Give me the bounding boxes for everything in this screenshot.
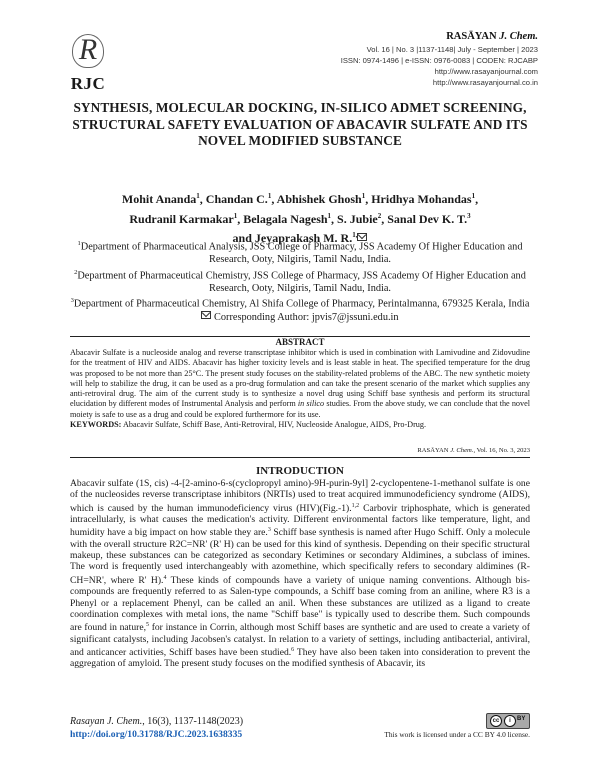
- affiliations: [60, 238, 540, 325]
- author-name: and Jeyaprakash M. R.: [232, 231, 353, 245]
- author-affiliation-mark: 1: [196, 192, 200, 200]
- affiliation-text: Department of Pharmaceutical Chemistry, Al Shifa College of Pharmacy, Perintalmanna, 679325 Kerala, India: [73, 298, 530, 310]
- abstract-bottom-rule: [70, 457, 530, 458]
- author-affiliation-mark: 1,: [352, 231, 358, 239]
- corresponding-email[interactable]: Corresponding Author: jpvis7@jssuni.edu.in: [214, 312, 399, 324]
- author-name: Belagala Nagesh: [243, 211, 328, 226]
- license-text: This work is licensed under a CC BY 4.0 license.: [384, 730, 530, 739]
- author-affiliation-mark: 1: [361, 192, 366, 200]
- section-heading-introduction: INTRODUCTION: [255, 465, 344, 477]
- abstract-heading: ABSTRACT: [275, 337, 325, 347]
- corresponding-author: [60, 311, 540, 325]
- affiliation: [60, 295, 540, 311]
- author-separator: ,: [475, 192, 479, 206]
- author-separator: ,: [365, 192, 372, 206]
- author-affiliation-mark: 1: [267, 192, 272, 200]
- affiliation-number: 2: [74, 268, 78, 276]
- author-name: S. Jubie: [337, 211, 378, 226]
- author-affiliation-mark: 1: [327, 211, 332, 220]
- keywords: Abacavir Sulfate, Schiff Base, Anti-Retroviral, HIV, Nucleoside Analogue, AIDS, Pro-Drug.: [123, 420, 427, 430]
- footer-citation: Rasayan J. Chem., 16(3), 1137-1148(2023) http://doi.org/10.31788/RJC.2023.1638335: [70, 716, 244, 740]
- abstract-body: Abacavir Sulfate is a nucleoside analog and reverse transcriptase inhibitor which is used in combination with Lamivudine and Zidovudine for the treatment of HIV and AIDS. Abacavir has higher toxicity levels and is least stable in heat. The specified temperature for the drug was proposed to be not more than 25°C. The present study focuses on the stability-related problems of the ABC. The new synthetic moiety will help to stabilize the drug, it can be used as a pro-drug formulation and can take the present scenario of the market which supplies any anti-retroviral drug. The aim of the current study is to synthesize a novel drug using Schiff base synthesis and perform its structural elucidation by different modes of Instrumental Analysis and perform in silico studies. From the above study, we can conclude that the novel moiety is safe to use as a drug and could be explored furthermore for its use. KEYWORDS: Abacavir Sulfate, Schiff Base, Anti-Retroviral, HIV, Nucleoside Analogue, AIDS, Pro-Drug.: [70, 348, 531, 430]
- affiliation: [60, 238, 540, 267]
- author-separator: ,: [199, 192, 206, 206]
- issn-info: ISSN: 0974-1496 | e-ISSN: 0976-0083 | CODEN: RJCABP: [340, 56, 538, 65]
- journal-name: RASĀYAN J. Chem.: [446, 31, 538, 42]
- affiliation-text: Department of Pharmaceutical Chemistry, JSS College of Pharmacy, JSS Academy Of Higher Education and Research, Ooty, Nilgiris, Tamil Nadu, India.: [77, 270, 526, 294]
- author-separator: ,: [237, 211, 244, 226]
- author-separator: ,: [381, 211, 388, 226]
- logo-text: RJC: [70, 74, 106, 93]
- affiliation: [60, 267, 540, 296]
- citation-line: RASĀYAN J. Chem., Vol. 16, No. 3, 2023: [417, 447, 530, 454]
- cc-by-label: BY: [517, 716, 526, 722]
- author-name: Mohit Ananda: [121, 192, 197, 206]
- author-affiliation-mark: 1: [471, 192, 476, 200]
- journal-url-com[interactable]: http://www.rasayanjournal.com: [434, 67, 538, 76]
- envelope-icon: [201, 311, 211, 319]
- attribution-icon: i: [504, 715, 516, 727]
- logo-emblem: R: [78, 33, 98, 66]
- volume-info: Vol. 16 | No. 3 |1137-1148| July - September | 2023: [366, 45, 538, 54]
- author-name: Abhishek Ghosh: [276, 192, 362, 206]
- cc-license-badge[interactable]: [486, 713, 530, 729]
- author-separator: ,: [271, 192, 277, 206]
- introduction-body: Abacavir sulfate (1S, cis) -4-[2-amino-6-s(cyclopropyl amino)-9H-purin-9yl] 2-cyclopentene-1-methanol sulfate is one of the nucleosides reverse transcriptase inhibitors (NRTIs) used to treat acquired immunodeficiency syndrome (AIDS), which is caused by the human immunodeficiency virus (HIV)(Fig.-1).$^{1,2}$ Carbovir triphosphate, which is generated intracellularly, is what causes the medication's activity. Different environmental factors like temperature, light, and humidity have a big impact on how stable they are.$^3$ Schiff base synthesis is named after Hugo Schiff. Only a molecule with the overall structure R2C=NR' (R' H) can be used for this kind of synthesis. Depending on their specific structural makeup, these substances can be categorized as secondary Ketimines or secondary Aldimines, a subclass of imines. The word is frequently used interchangeably with azomethine, which specifically refers to secondary aldimines (R-CH=NR', where R' H).$^4$ These kinds of compounds have a variety of unique naming conventions. Although bis-compounds are frequently referred to as Salen-type compounds, a Schiff base coming from an aniline, where R3 is a Phenyl or a replacement Phenyl, can be called an anil. When these substances are utilized as a ligand to create coordination complexes with metal ions, the name "Schiff base" is typically used to describe them. Such compounds are found in nature,$^5$ for instance in Corrin, although most Schiff bases are synthetic and are used to create a variety of significant catalysts, including Jacobsen's catalyst. In relation to a variety of settings, including antibacterial, antiviral, and anticancer activities, Schiff bases have been studied.$^6$ They have also been taken into consideration to prevent the aggregation of amyloid. The present study focuses on the modified synthesis of Abacavir, its: [70, 478, 530, 670]
- paper-title: SYNTHESIS, MOLECULAR DOCKING, IN-SILICO ADMET SCREENING, STRUCTURAL SAFETY EVALUATION OF ABACAVIR SULFATE AND ITS NOVEL MODIFIED SUBSTANCE: [72, 100, 528, 148]
- affiliation-number: 1: [77, 240, 81, 247]
- cc-icon: cc: [490, 715, 502, 727]
- author-name: Sanal Dev K. T.: [387, 211, 468, 226]
- keywords-label: KEYWORDS:: [70, 420, 122, 430]
- journal-url-coin[interactable]: http://www.rasayanjournal.co.in: [432, 78, 538, 87]
- author-affiliation-mark: 2: [377, 211, 382, 220]
- journal-logo: [64, 30, 112, 94]
- author-name: Hridhya Mohandas: [371, 192, 472, 206]
- doi-link[interactable]: http://doi.org/10.31788/RJC.2023.1638335: [70, 729, 243, 740]
- affiliation-text: Department of Pharmaceutical Analysis, JSS College of Pharmacy, JSS Academy Of Higher Education and Research, Ooty, Nilgiris, Tamil Nadu, India.: [80, 241, 523, 266]
- author-name: Chandan C.: [205, 192, 268, 206]
- journal-header: [341, 30, 538, 88]
- affiliation-number: 3: [70, 297, 74, 305]
- author-separator: ,: [331, 211, 338, 226]
- author-affiliation-mark: 3: [467, 211, 471, 220]
- author-name: Rudranil Karmakar: [129, 211, 234, 226]
- author-affiliation-mark: 1: [233, 211, 238, 220]
